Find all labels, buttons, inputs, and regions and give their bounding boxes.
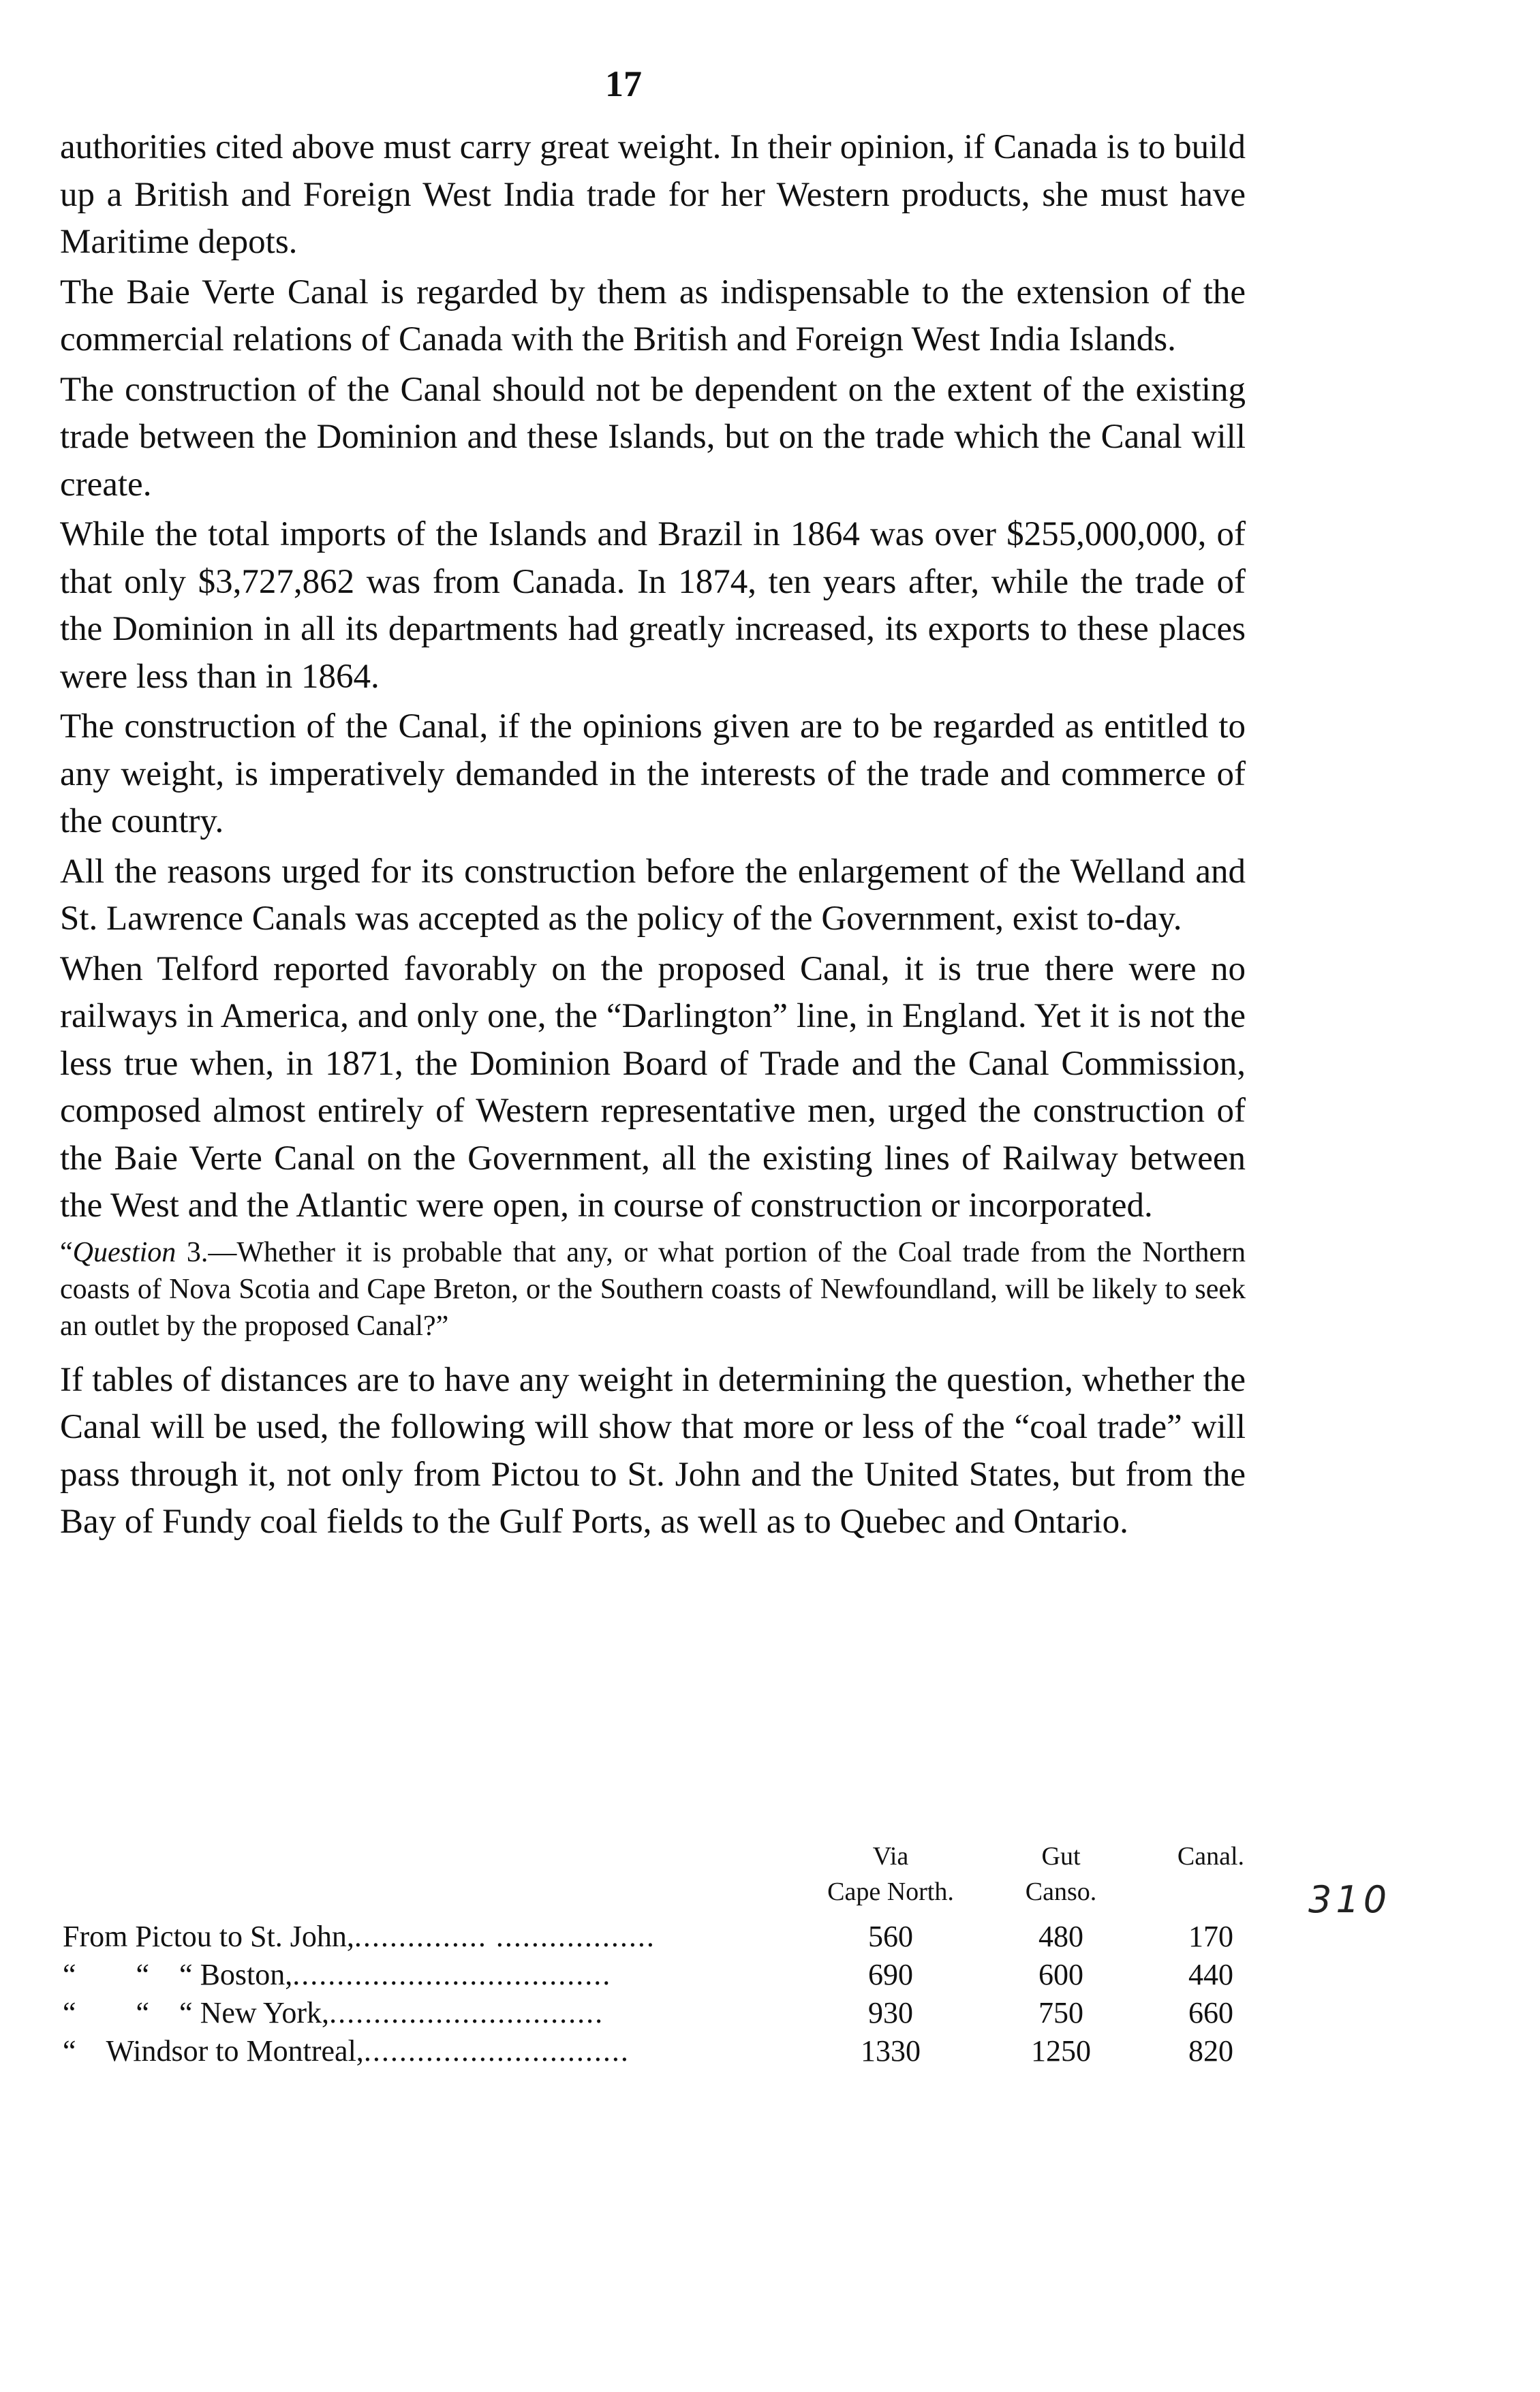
question-text: 3.—Whether it is probable that any, or what portion of the Coal trade from the Northern coasts of Nova Scotia and Cape Breton, or the Southern coasts of Newfoundland, will be likely to seek an outlet by the proposed Canal?” — [60, 1236, 1246, 1342]
value-canal: 820 — [1188, 2034, 1233, 2068]
header-gut-canso: Gut Canso. — [1025, 1842, 1097, 1906]
value-canal: 440 — [1188, 1958, 1233, 1991]
value-gut-canso: 1250 — [1031, 2034, 1091, 2068]
value-cape-north: 690 — [868, 1958, 913, 1991]
paragraph-3: The construction of the Canal should not be dependent on the extent of the existing trade between the Dominion and these Islands, but on the trade which the Canal will create. — [60, 370, 1246, 504]
value-gut-canso: 600 — [1038, 1958, 1083, 1991]
closing-paragraph: If tables of distances are to have any weight in determining the question, whether the Canal will be used, the following will show that more or less of the “coal trade” will pass through it, not only from Pictou to St. John and the United States, but from the Bay of Fundy coal fields to the Gulf Ports, as well as to Quebec and Ontario. — [60, 1360, 1246, 1541]
paragraph-6: All the reasons urged for its construction before the enlargement of the Welland and St. Lawrence Canals was accepted as the policy of the Government, exist to-day. — [60, 852, 1246, 938]
table-row — [63, 1994, 1233, 2032]
body-text — [60, 124, 1246, 1549]
row-label: “ Windsor to Montreal,.............................. — [63, 2034, 630, 2068]
row-label: “ “ “ New York,............................... — [63, 1996, 604, 2029]
value-gut-canso: 480 — [1038, 1920, 1083, 1953]
paragraph-5: The construction of the Canal, if the opinions given are to be regarded as entitled to any weight, is imperatively demanded in the interests of the trade and commerce of the country. — [60, 707, 1246, 840]
page-number: 17 — [605, 63, 642, 104]
question-quote — [60, 1234, 1246, 1345]
value-canal: 170 — [1188, 1920, 1233, 1953]
table-header — [63, 1839, 1245, 1918]
paragraph-7: When Telford reported favorably on the proposed Canal, it is true there were no railways in America, and only one, the “Darlington” line, in England. Yet it is not the less true when, in 1871, the Dominion Board of Trade and the Canal Commission, composed almost entirely of Western representative men, urged the construction of the Baie Verte Canal on the Government, all the existing lines of Railway between the West and the Atlantic were open, in course of construction or incorporated. — [60, 949, 1246, 1225]
paragraph-1: authorities cited above must carry great weight. In their opinion, if Canada is to build up a British and Foreign West India trade for her Western products, she must have Maritime depots. — [60, 128, 1246, 261]
header-canal: Canal. — [1177, 1842, 1245, 1871]
table-row — [63, 2032, 1233, 2070]
question-label: Question — [72, 1236, 176, 1268]
header-cape-north: Via Cape North. — [827, 1842, 954, 1906]
handwritten-margin-note: 310 — [1308, 1878, 1391, 1921]
row-label: “ “ “ Boston,.................................... — [63, 1958, 612, 1991]
value-cape-north: 930 — [868, 1996, 913, 2029]
paragraph-4: While the total imports of the Islands and Brazil in 1864 was over $255,000,000, of that only $3,727,862 was from Canada. In 1874, ten years after, while the trade of the Dominion in all its departments had greatly increased, its exports to these places were less than in 1864. — [60, 515, 1246, 696]
paragraph-2: The Baie Verte Canal is regarded by them as indispensable to the extension of the commercial relations of Canada with the British and Foreign West India Islands. — [60, 273, 1246, 358]
value-canal: 660 — [1188, 1996, 1233, 2029]
table-row — [63, 1918, 1233, 1956]
value-cape-north: 1330 — [861, 2034, 921, 2068]
table-row — [63, 1956, 1233, 1994]
row-label: From Pictou to St. John,............... .................. — [63, 1920, 656, 1953]
distance-table — [63, 1839, 1245, 2070]
value-cape-north: 560 — [868, 1920, 913, 1953]
question-open-quote: “ — [60, 1236, 73, 1268]
value-gut-canso: 750 — [1038, 1996, 1083, 2029]
